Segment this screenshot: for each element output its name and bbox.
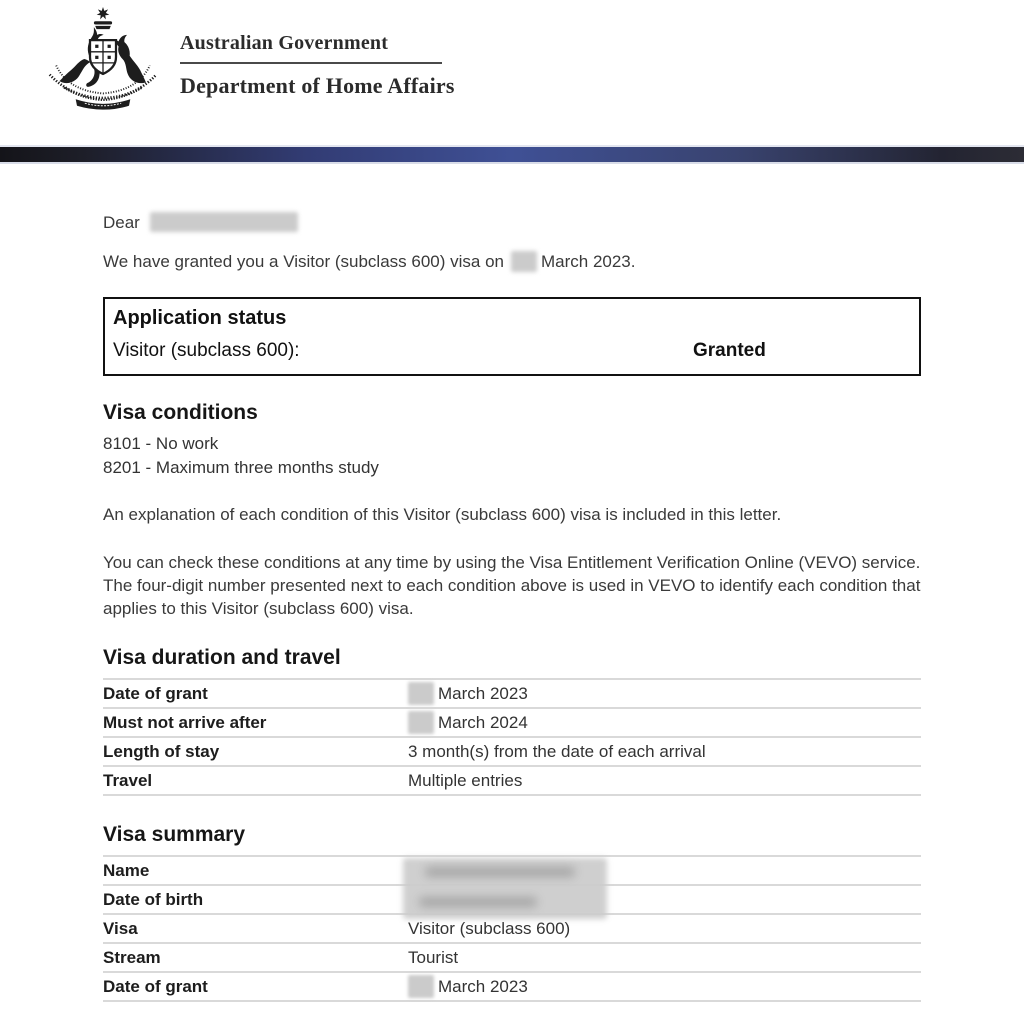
visa-duration-table [103, 678, 921, 796]
table-row [103, 738, 921, 767]
redaction-blur-day [408, 975, 434, 998]
application-status-row [113, 339, 909, 363]
table-row [103, 680, 921, 709]
row-label: Travel [103, 770, 153, 790]
row-label: Date of grant [103, 976, 208, 996]
redaction-smudge [419, 897, 537, 907]
row-value: Multiple entries [408, 770, 523, 790]
header-divider-bar [0, 145, 1024, 164]
row-label: Name [103, 860, 150, 880]
header-rule [180, 62, 442, 64]
row-value: 3 month(s) from the date of each arrival [408, 741, 706, 761]
condition-item: 8101 - No work [103, 434, 219, 454]
visa-conditions-list [103, 432, 921, 480]
row-label: Length of stay [103, 741, 220, 761]
redaction-blur-day [408, 682, 434, 705]
redaction-blur-day [408, 711, 434, 734]
row-label: Date of grant [103, 683, 208, 703]
row-value: March 2023 [408, 975, 921, 998]
table-row [103, 709, 921, 738]
row-label: Visa [103, 918, 138, 938]
row-label: Date of birth [103, 889, 204, 909]
department-name: Department of Home Affairs [180, 73, 455, 98]
letter-body [103, 200, 921, 1002]
table-row [103, 973, 921, 1002]
government-wordmark [180, 4, 455, 112]
government-header [38, 4, 455, 112]
salutation-line [103, 212, 921, 234]
conditions-explanation-paragraph: An explanation of each condition of this Visitor (subclass 600) visa is included in this letter. [103, 505, 782, 525]
salutation-text: Dear [103, 213, 140, 232]
visa-duration-heading: Visa duration and travel [103, 646, 341, 670]
row-label: Stream [103, 947, 161, 967]
australian-coat-of-arms-icon [38, 4, 168, 112]
row-value: Visitor (subclass 600) [408, 918, 571, 938]
redaction-blur-name-and-dob [403, 858, 607, 919]
table-row [103, 944, 921, 973]
condition-item: 8201 - Maximum three months study [103, 458, 379, 478]
application-status-value: Granted [693, 340, 766, 362]
grant-sentence [103, 251, 921, 274]
application-status-box [103, 297, 921, 376]
visa-conditions-heading: Visa conditions [103, 401, 258, 425]
vevo-paragraph: You can check these conditions at any time by using the Visa Entitlement Verification Online (VEVO) service. The four-digit number presented next to each condition above is used in VEVO to identify each condition that applies to this Visitor (subclass 600) visa. [103, 553, 921, 619]
visa-summary-table [103, 855, 921, 1002]
row-label: Must not arrive after [103, 712, 267, 732]
row-value: March 2024 [408, 711, 921, 734]
table-row [103, 767, 921, 796]
redaction-blur-recipient-name [150, 212, 298, 232]
agency-name: Australian Government [180, 32, 389, 54]
row-value: March 2023 [408, 682, 921, 705]
grant-sentence-after: March 2023. [540, 252, 636, 271]
table-row [103, 915, 921, 944]
redaction-blur-grant-day [511, 251, 537, 272]
application-status-visa-label: Visitor (subclass 600): [113, 340, 300, 362]
application-status-title: Application status [113, 307, 287, 330]
redaction-smudge [425, 867, 575, 877]
row-value: Tourist [408, 947, 459, 967]
visa-summary-heading: Visa summary [103, 823, 246, 847]
grant-sentence-before: We have granted you a Visitor (subclass 600) visa on [103, 252, 504, 271]
